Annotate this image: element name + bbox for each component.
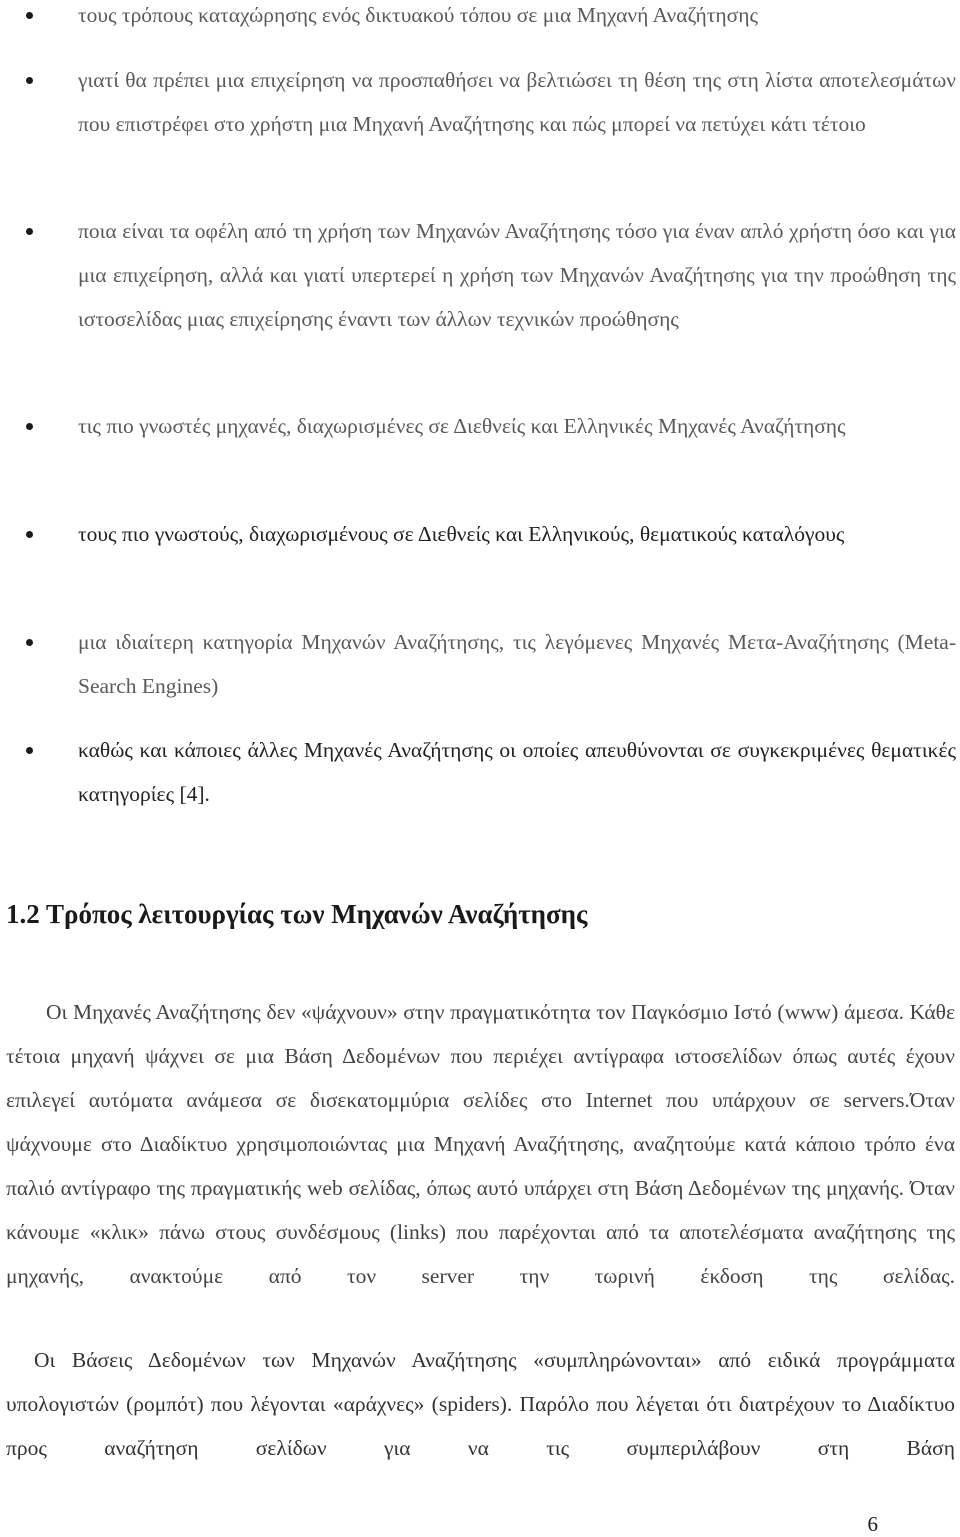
list-item bbox=[78, 404, 956, 448]
bullet-icon bbox=[26, 228, 33, 235]
paragraph: Οι Βάσεις Δεδομένων των Μηχανών Αναζήτησης «συμπληρώνονται» από ειδικά προγράμματα υπολογιστών (ρομπότ) που λέγονται «αράχνες» (spiders). Παρόλο που λέγεται ότι διατρέχουν το Διαδίκτυο προς αναζήτηση σελίδων για να τις συμπεριλάβουν στη Βάση bbox=[6, 1348, 955, 1460]
bullet-text: μια ιδιαίτερη κατηγορία Μηχανών Αναζήτησης, τις λεγόμενες Μηχανές Μετα-Αναζήτησης (Meta-Search Engines) bbox=[78, 630, 956, 698]
bullet-text: τις πιο γνωστές μηχανές, διαχωρισμένες σε Διεθνείς και Ελληνικές Μηχανές Αναζήτησης bbox=[78, 414, 846, 438]
page-number: 6 bbox=[867, 1512, 878, 1536]
bullet-icon bbox=[26, 639, 33, 646]
bullet-icon bbox=[26, 77, 33, 84]
paragraph: Οι Μηχανές Αναζήτησης δεν «ψάχνουν» στην πραγματικότητα τον Παγκόσμιο Ιστό (www) άμεσα. Κάθε τέτοια μηχανή ψάχνει σε μια Βάση Δεδομένων που περιέχει αντίγραφα ιστοσελίδων όπως αυτές έχουν επιλεγεί αυτόματα ανάμεσα σε δισεκατομμύρια σελίδες στο Internet που υπάρχουν σε servers.Όταν ψάχνουμε στο Διαδίκτυο χρησιμοποιώντας μια Μηχανή Αναζήτησης, αναζητούμε κατά κάποιο τρόπο ένα παλιό αντίγραφο της πραγματικής web σελίδας, όπως αυτό υπάρχει στη Βάση Δεδομένων της μηχανής. Όταν κάνουμε «κλικ» πάνω στους συνδέσμους (links) που παρέχονται από τα αποτελέσματα αναζήτησης της μηχανής, ανακτούμε από τον server την τωρινή έκδοση της σελίδας. bbox=[6, 1000, 955, 1288]
list-item bbox=[78, 58, 956, 146]
bullet-text: ποια είναι τα οφέλη από τη χρήση των Μηχανών Αναζήτησης τόσο για έναν απλό χρήστη όσο και για μια επιχείρηση, αλλά και γιατί υπερτερεί η χρήση των Μηχανών Αναζήτησης για την προώθηση της ιστοσελίδας μιας επιχείρησης έναντι των άλλων τεχνικών προώθησης bbox=[78, 219, 956, 331]
bullet-icon bbox=[26, 531, 33, 538]
bullet-icon bbox=[26, 423, 33, 430]
list-item bbox=[78, 620, 956, 708]
bullet-icon bbox=[26, 747, 33, 754]
bullet-icon bbox=[26, 12, 33, 19]
bullet-text: γιατί θα πρέπει μια επιχείρηση να προσπαθήσει να βελτιώσει τη θέση της στη λίστα αποτελεσμάτων που επιστρέφει στο χρήστη μια Μηχανή Αναζήτησης και πώς μπορεί να πετύχει κάτι τέτοιο bbox=[78, 68, 956, 136]
bullet-text: τους πιο γνωστούς, διαχωρισμένους σε Διεθνείς και Ελληνικούς, θεματικούς καταλόγους bbox=[78, 522, 845, 546]
section-heading: 1.2 Τρόπος λειτουργίας των Μηχανών Αναζήτησης bbox=[6, 899, 588, 929]
bullet-text: καθώς και κάποιες άλλες Μηχανές Αναζήτησης οι οποίες απευθύνονται σε συγκεκριμένες θεματικές κατηγορίες [4]. bbox=[78, 738, 956, 806]
list-item bbox=[78, 728, 956, 816]
list-item bbox=[78, 209, 956, 341]
bullet-text: τους τρόπους καταχώρησης ενός δικτυακού τόπου σε μια Μηχανή Αναζήτησης bbox=[78, 3, 758, 27]
list-item bbox=[78, 512, 956, 556]
list-item bbox=[78, 0, 956, 37]
